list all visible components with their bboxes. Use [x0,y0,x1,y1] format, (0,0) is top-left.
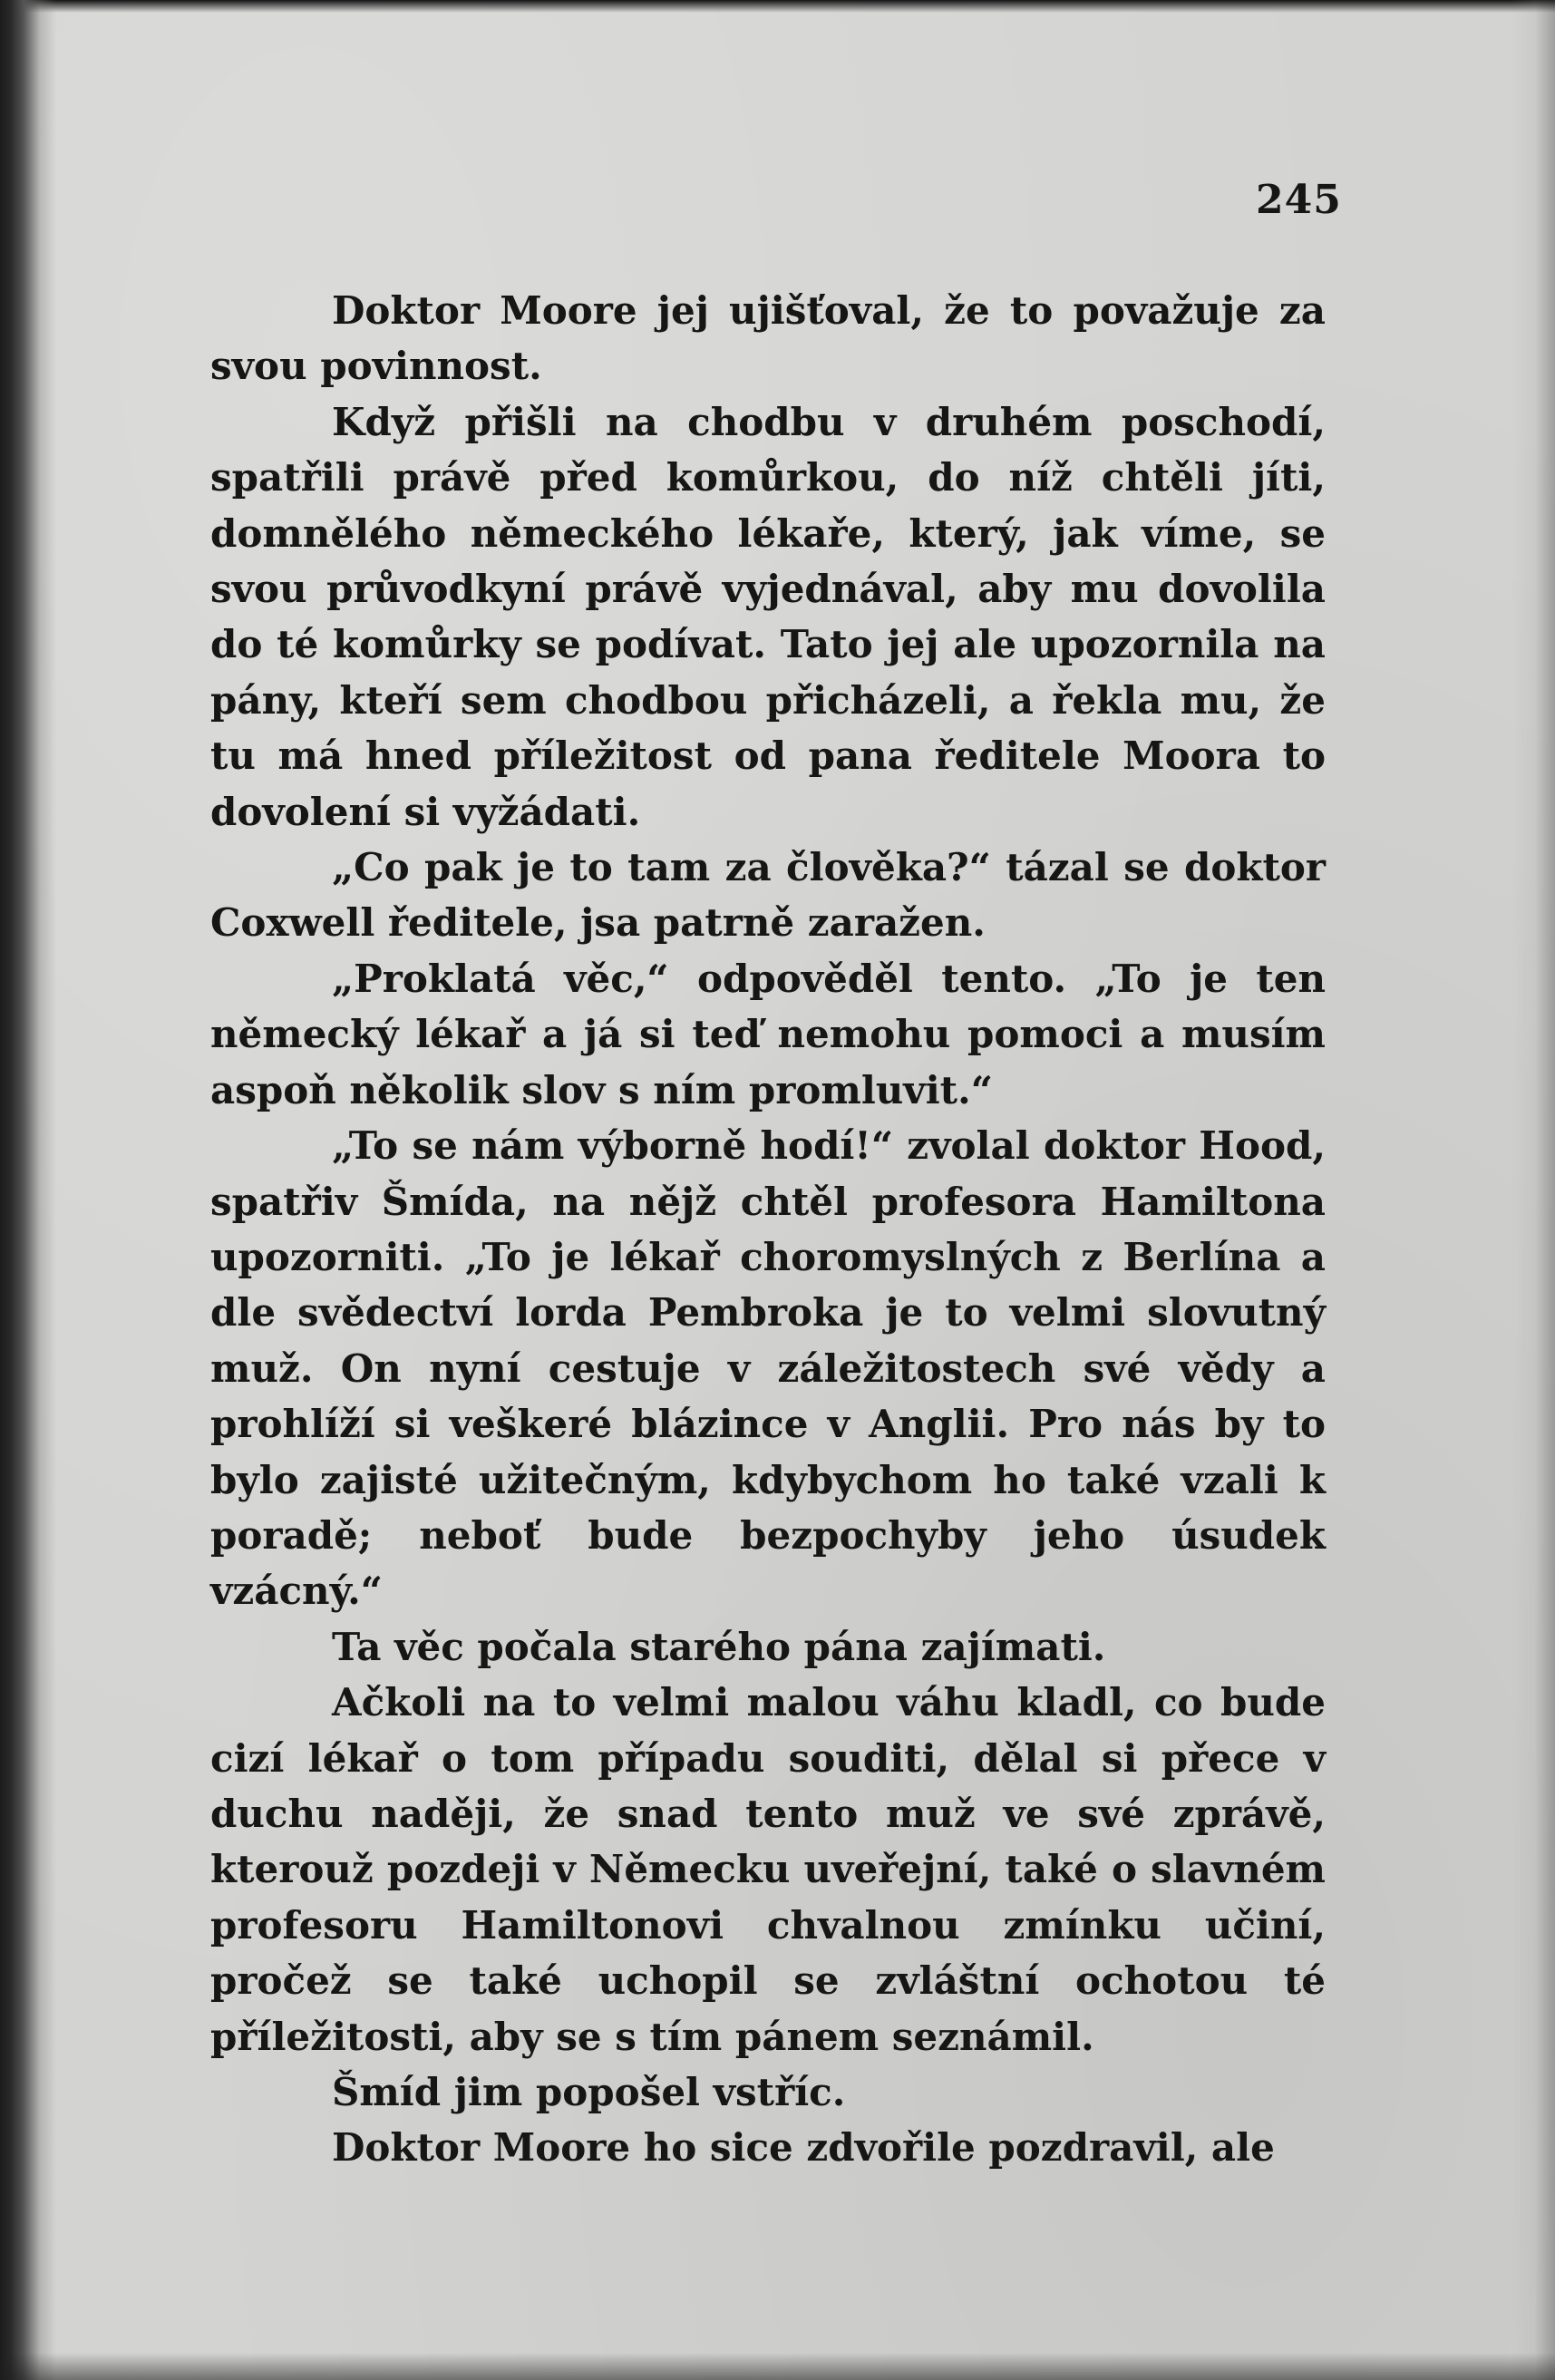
scan-right-edge [1511,0,1555,2380]
book-spine-shadow [0,0,56,2380]
paragraph: „Co pak je to tam za člověka?“ tázal se doktor Coxwell ředitele, jsa patrně zaražen. [210,845,1326,946]
paragraph: Doktor Moore jej ujišťoval, že to považuje za svou povinnost. [210,288,1326,389]
paragraph: Ta věc počala starého pána zajímati. [332,1624,1106,1669]
paragraph: Šmíd jim popošel vstříc. [332,2070,846,2114]
scan-bottom-edge [0,2353,1555,2380]
paragraph: Ačkoli na to velmi malou váhu kladl, co bude cizí lékař o tom případu souditi, dělal si přece v duchu naději, že snad tento muž ve své zprávě, kterouž pozdeji v Německu uveřejní, také o slavném profesoru Hamiltonovi chvalnou zmínku učiní, pročež se také uchopil se zvláštní ochotou té příležitosti, aby se s tím pánem seznámil. [210,1680,1326,2059]
scan-top-edge [0,0,1555,13]
paragraph: „Proklatá věc,“ odpověděl tento. „To je ten německý lékař a já si teď nemohu pomoci a musím aspoň několik slov s ním promluvit.“ [210,956,1326,1112]
page-number: 245 [1256,177,1342,223]
body-text [210,283,1326,2176]
paragraph-continued: Doktor Moore ho sice zdvořile pozdravil, ale [332,2125,1275,2171]
paragraph: „To se nám výborně hodí!“ zvolal doktor Hood, spatřiv Šmída, na nějž chtěl profesora Hamiltona upozorniti. „To je lékař choromyslných z Berlína a dle svědectví lorda Pembroka je to velmi slovutný muž. On nyní cestuje v záležitostech své vědy a prohlíží si veškeré blázince v Anglii. Pro nás by to bylo zajisté užitečným, kdybychom ho také vzali k poradě; neboť bude bezpochyby jeho úsudek vzácný.“ [210,1123,1326,1614]
paragraph: Když přišli na chodbu v druhém poschodí, spatřili právě před komůrkou, do níž chtěli jíti, domnělého německého lékaře, který, jak víme, se svou průvodkyní právě vyjednával, aby mu dovolila do té komůrky se podívat. Tato jej ale upozornila na pány, kteří sem chodbou přicházeli, a řekla mu, že tu má hned příležitost od pana ředitele Moora to dovolení si vyžádati. [210,399,1326,834]
